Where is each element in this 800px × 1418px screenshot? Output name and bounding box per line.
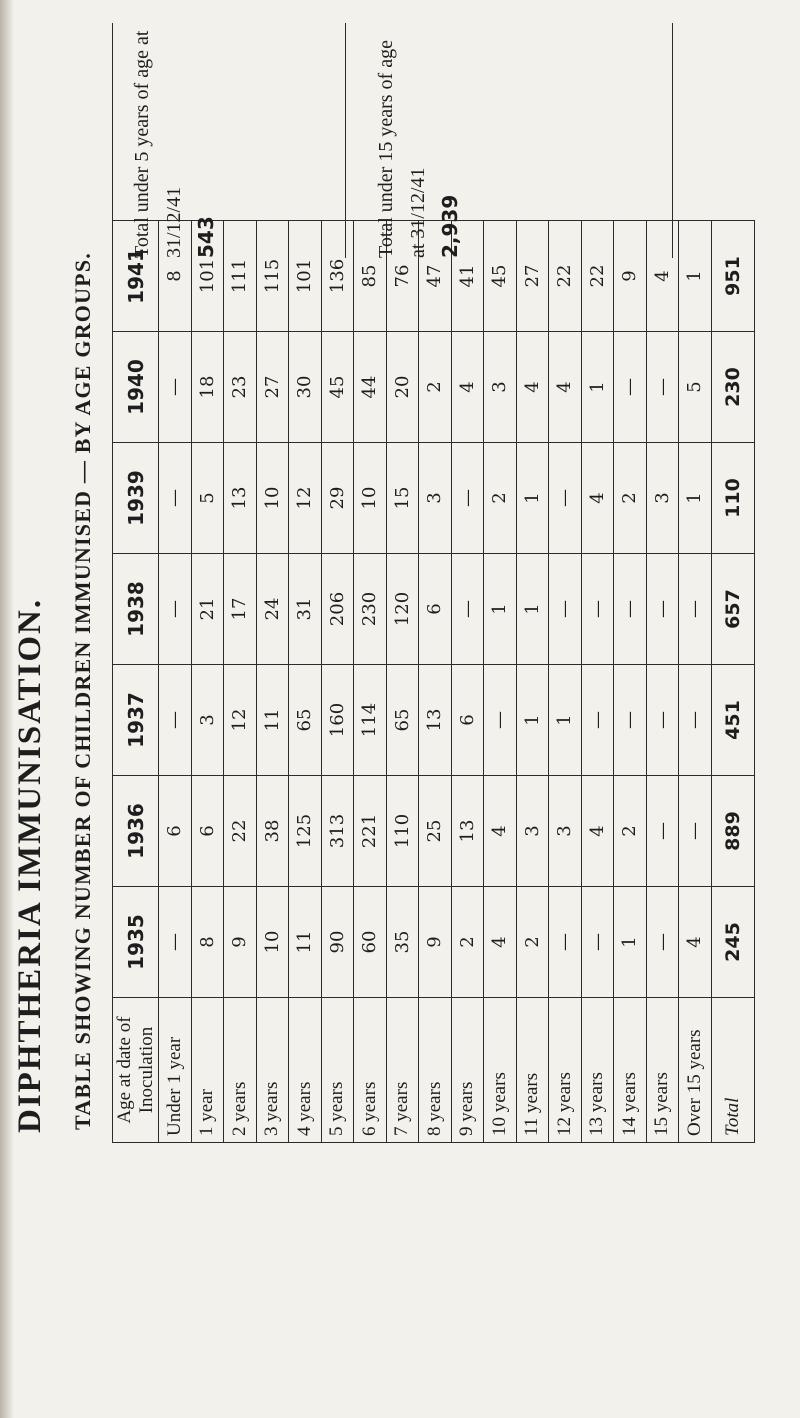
age-label: 3 years — [256, 998, 289, 1143]
count-cell: 31 — [289, 554, 322, 665]
count-cell: 45 — [484, 221, 517, 332]
count-cell: — — [614, 665, 647, 776]
count-cell: 30 — [289, 332, 322, 443]
count-cell: 3 — [484, 332, 517, 443]
count-cell: 10 — [256, 443, 289, 554]
count-cell: 4 — [581, 443, 614, 554]
age-column-header: Age at date of Inoculation — [113, 998, 159, 1143]
table-row — [289, 221, 322, 1143]
count-cell: — — [159, 554, 192, 665]
count-cell: 13 — [451, 776, 484, 887]
count-cell: 4 — [646, 221, 679, 332]
count-cell: — — [159, 665, 192, 776]
count-cell: — — [549, 554, 582, 665]
count-cell: 1 — [614, 887, 647, 998]
table-row — [224, 221, 257, 1143]
count-cell: 4 — [581, 776, 614, 887]
total-cell: 889 — [711, 776, 754, 887]
year-header-1935: 1935 — [113, 887, 159, 998]
age-label: 14 years — [614, 998, 647, 1143]
count-cell: 4 — [451, 332, 484, 443]
count-cell: 4 — [679, 887, 712, 998]
age-label: 10 years — [484, 998, 517, 1143]
count-cell: 2 — [419, 332, 452, 443]
count-cell: 22 — [224, 776, 257, 887]
count-cell: 10 — [256, 887, 289, 998]
count-cell: 47 — [419, 221, 452, 332]
count-cell: — — [451, 554, 484, 665]
count-cell: 24 — [256, 554, 289, 665]
table-row — [646, 221, 679, 1143]
count-cell: 3 — [646, 443, 679, 554]
count-cell: 13 — [224, 443, 257, 554]
count-cell: 15 — [386, 443, 419, 554]
under5-value: 543 — [194, 216, 218, 258]
count-cell: 17 — [224, 554, 257, 665]
age-label: 13 years — [581, 998, 614, 1143]
count-cell: — — [646, 554, 679, 665]
count-cell: 22 — [549, 221, 582, 332]
count-cell: 120 — [386, 554, 419, 665]
count-cell: 6 — [191, 776, 224, 887]
summary-panel — [112, 23, 672, 258]
count-cell: 1 — [516, 443, 549, 554]
count-cell: 2 — [516, 887, 549, 998]
table-row — [679, 221, 712, 1143]
count-cell: — — [159, 887, 192, 998]
total-cell: 230 — [711, 332, 754, 443]
table-row — [451, 221, 484, 1143]
count-cell: 125 — [289, 776, 322, 887]
age-label: 4 years — [289, 998, 322, 1143]
under5-summary — [126, 28, 222, 258]
count-cell: 206 — [321, 554, 354, 665]
age-label: Over 15 years — [679, 998, 712, 1143]
count-cell: — — [451, 443, 484, 554]
count-cell: 221 — [354, 776, 387, 887]
summary-bottom-rule — [672, 23, 673, 258]
count-cell: — — [549, 443, 582, 554]
count-cell: 110 — [386, 776, 419, 887]
age-label: 6 years — [354, 998, 387, 1143]
count-cell: 65 — [289, 665, 322, 776]
count-cell: 111 — [224, 221, 257, 332]
count-cell: — — [581, 887, 614, 998]
count-cell: — — [614, 332, 647, 443]
count-cell: 3 — [191, 665, 224, 776]
table-row — [549, 221, 582, 1143]
age-label: 2 years — [224, 998, 257, 1143]
count-cell: 5 — [679, 332, 712, 443]
year-header-1941: 1941 — [113, 221, 159, 332]
table-row — [191, 221, 224, 1143]
count-cell: — — [484, 665, 517, 776]
count-cell: 4 — [484, 887, 517, 998]
count-cell: 22 — [581, 221, 614, 332]
table-row — [484, 221, 517, 1143]
count-cell: — — [646, 776, 679, 887]
count-cell: 6 — [419, 554, 452, 665]
total-label: Total — [711, 998, 754, 1143]
count-cell: 2 — [451, 887, 484, 998]
count-cell: 3 — [419, 443, 452, 554]
age-label: 15 years — [646, 998, 679, 1143]
year-header-1938: 1938 — [113, 554, 159, 665]
count-cell: 1 — [679, 443, 712, 554]
table-subtitle: TABLE SHOWING NUMBER OF CHILDREN IMMUNISED — BY AGE GROUPS. — [70, 252, 95, 1130]
total-cell: 951 — [711, 221, 754, 332]
year-header-1937: 1937 — [113, 665, 159, 776]
count-cell: 35 — [386, 887, 419, 998]
age-label: 9 years — [451, 998, 484, 1143]
count-cell: 4 — [484, 776, 517, 887]
count-cell: 1 — [581, 332, 614, 443]
count-cell: 21 — [191, 554, 224, 665]
table-row — [516, 221, 549, 1143]
under15-label: Total under 15 years of age at 31/12/41 — [375, 40, 429, 258]
table-row — [321, 221, 354, 1143]
table-row — [581, 221, 614, 1143]
count-cell: 114 — [354, 665, 387, 776]
count-cell: 6 — [159, 776, 192, 887]
total-cell: 245 — [711, 887, 754, 998]
count-cell: — — [679, 776, 712, 887]
count-cell: 13 — [419, 665, 452, 776]
age-label: 8 years — [419, 998, 452, 1143]
total-cell: 451 — [711, 665, 754, 776]
table-row — [419, 221, 452, 1143]
count-cell: — — [159, 443, 192, 554]
count-cell: — — [549, 887, 582, 998]
count-cell: 90 — [321, 887, 354, 998]
year-header-1939: 1939 — [113, 443, 159, 554]
count-cell: 1 — [516, 554, 549, 665]
table-row — [386, 221, 419, 1143]
count-cell: 3 — [516, 776, 549, 887]
table-row — [256, 221, 289, 1143]
summary-top-rule — [112, 23, 113, 258]
count-cell: 136 — [321, 221, 354, 332]
count-cell: 1 — [484, 554, 517, 665]
count-cell: 29 — [321, 443, 354, 554]
count-cell: 1 — [549, 665, 582, 776]
count-cell: — — [679, 665, 712, 776]
count-cell: — — [646, 332, 679, 443]
age-label: 7 years — [386, 998, 419, 1143]
age-label: 1 year — [191, 998, 224, 1143]
count-cell: 45 — [321, 332, 354, 443]
count-cell: — — [646, 887, 679, 998]
count-cell: 2 — [484, 443, 517, 554]
count-cell: 60 — [354, 887, 387, 998]
count-cell: 23 — [224, 332, 257, 443]
age-label: Under 1 year — [159, 998, 192, 1143]
count-cell: 115 — [256, 221, 289, 332]
count-cell: 27 — [256, 332, 289, 443]
count-cell: 1 — [679, 221, 712, 332]
under5-label: Total under 5 years of age at 31/12/41 — [131, 30, 185, 258]
count-cell: 11 — [289, 887, 322, 998]
count-cell: 2 — [614, 776, 647, 887]
year-header-1936: 1936 — [113, 776, 159, 887]
count-cell: — — [679, 554, 712, 665]
count-cell: 44 — [354, 332, 387, 443]
total-cell: 657 — [711, 554, 754, 665]
count-cell: 4 — [516, 332, 549, 443]
count-cell: 20 — [386, 332, 419, 443]
count-cell: — — [159, 332, 192, 443]
under15-value: 2,939 — [438, 194, 462, 258]
age-label: 12 years — [549, 998, 582, 1143]
table-row — [159, 221, 192, 1143]
under15-summary — [370, 28, 466, 258]
count-cell: 76 — [386, 221, 419, 332]
count-cell: 10 — [354, 443, 387, 554]
age-label: 11 years — [516, 998, 549, 1143]
summary-middle-rule — [345, 23, 346, 258]
count-cell: 2 — [614, 443, 647, 554]
page-title: DIPHTHERIA IMMUNISATION. — [12, 597, 48, 1133]
age-label: 5 years — [321, 998, 354, 1143]
count-cell: 9 — [614, 221, 647, 332]
count-cell: 85 — [354, 221, 387, 332]
immunisation-table — [112, 220, 755, 1143]
table-row — [354, 221, 387, 1143]
count-cell: 25 — [419, 776, 452, 887]
count-cell: 101 — [191, 221, 224, 332]
count-cell: 4 — [549, 332, 582, 443]
table-row — [614, 221, 647, 1143]
count-cell: 18 — [191, 332, 224, 443]
count-cell: 8 — [159, 221, 192, 332]
count-cell: 38 — [256, 776, 289, 887]
count-cell: — — [614, 554, 647, 665]
count-cell: 3 — [549, 776, 582, 887]
count-cell: 41 — [451, 221, 484, 332]
count-cell: 12 — [289, 443, 322, 554]
count-cell: 5 — [191, 443, 224, 554]
total-row — [711, 221, 754, 1143]
count-cell: — — [581, 665, 614, 776]
count-cell: 101 — [289, 221, 322, 332]
count-cell: — — [646, 665, 679, 776]
count-cell: 8 — [191, 887, 224, 998]
count-cell: 313 — [321, 776, 354, 887]
count-cell: 1 — [516, 665, 549, 776]
count-cell: 27 — [516, 221, 549, 332]
count-cell: 65 — [386, 665, 419, 776]
count-cell: 12 — [224, 665, 257, 776]
total-cell: 110 — [711, 443, 754, 554]
count-cell: 6 — [451, 665, 484, 776]
count-cell: — — [581, 554, 614, 665]
year-header-1940: 1940 — [113, 332, 159, 443]
count-cell: 160 — [321, 665, 354, 776]
count-cell: 230 — [354, 554, 387, 665]
count-cell: 11 — [256, 665, 289, 776]
count-cell: 9 — [419, 887, 452, 998]
count-cell: 9 — [224, 887, 257, 998]
